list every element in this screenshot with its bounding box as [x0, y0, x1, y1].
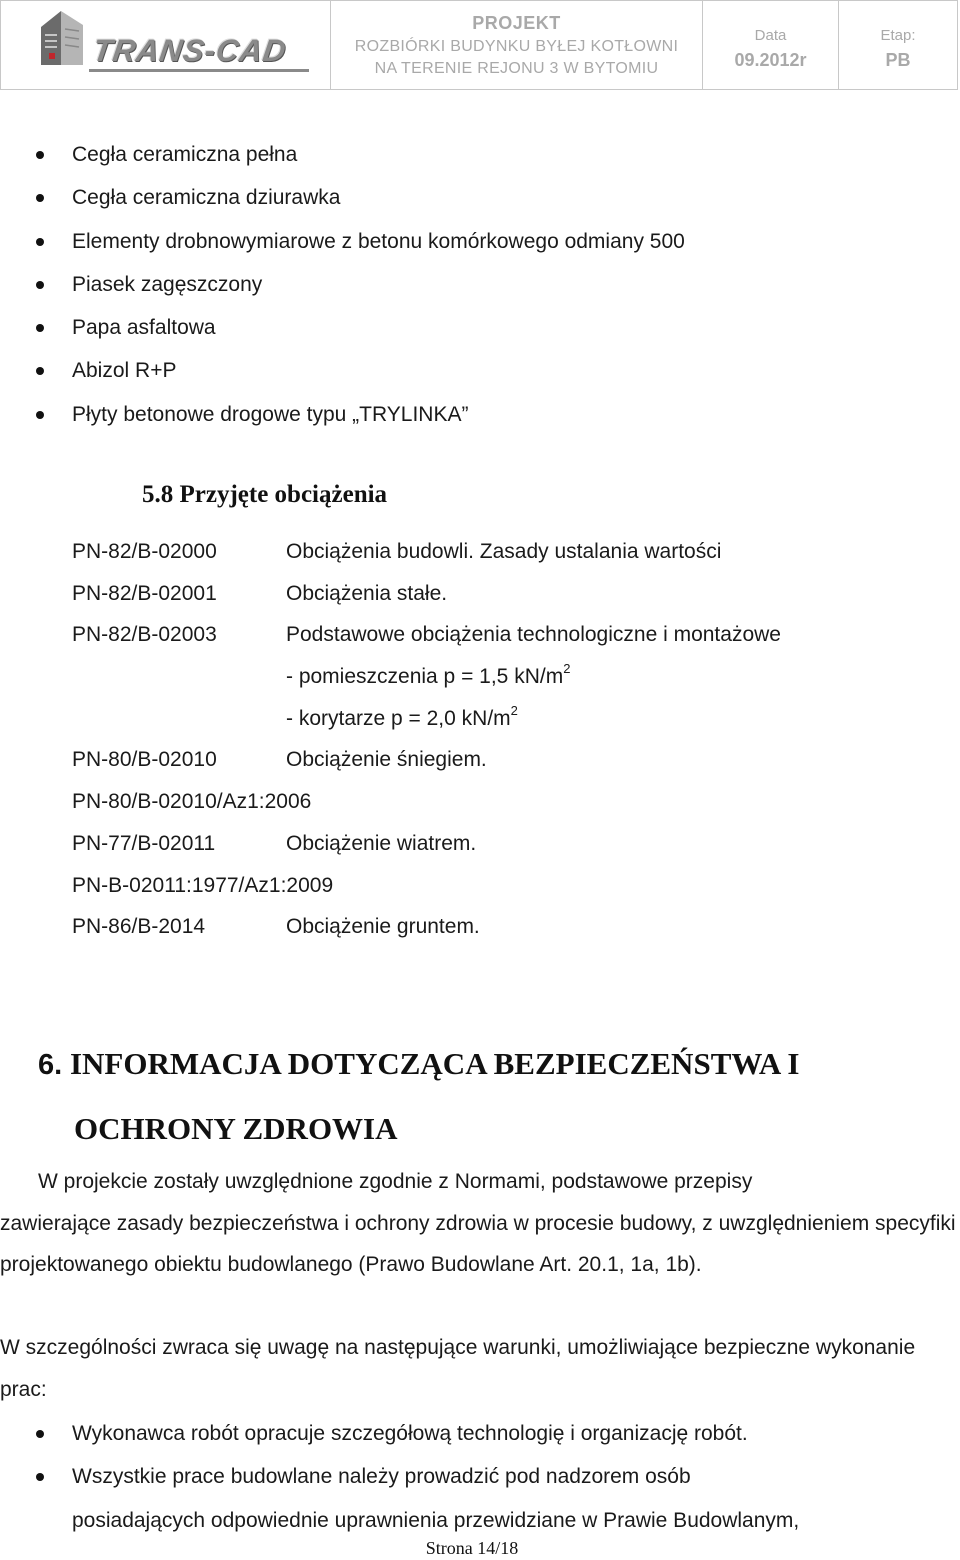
paragraph-text: zawierające zasady bezpieczeństwa i ochrony zdrowia w procesie budowy, z uwzględnieniem specyfiki projektowanego obiektu budowlanego (Prawo Budowlane Art. 20.1, 1a, 1b).	[0, 1211, 956, 1277]
project-name-line1: ROZBIÓRKI BUDYNKU BYŁEJ KOTŁOWNI	[354, 38, 679, 55]
norm-description: Obciążenie śniegiem.	[286, 748, 487, 772]
list-item: Cegła ceramiczna dziurawka	[0, 176, 685, 219]
chapter-number: 6.	[38, 1049, 63, 1081]
paragraph-first-line: W projekcie zostały uwzględnione zgodnie z Normami, podstawowe przepisy	[38, 1170, 753, 1193]
bullet-icon	[36, 367, 44, 375]
norm-code: PN-82/B-02000	[72, 540, 217, 563]
norm-code: PN-86/B-2014	[72, 915, 206, 939]
document-header	[0, 0, 958, 90]
chapter-title-line2: OCHRONY ZDROWIA	[74, 1111, 398, 1146]
list-item: Cegła ceramiczna pełna	[0, 133, 685, 176]
norm-description: Obciążenia stałe.	[286, 581, 448, 605]
project-cell	[331, 1, 703, 89]
list-item: Elementy drobnowymiarowe z betonu komórkowego odmiany 500	[0, 220, 685, 263]
list-item: Piasek zagęszczony	[0, 263, 685, 306]
list-item: Wykonawca robót opracuje szczegółową technologię i organizację robót.	[0, 1412, 799, 1455]
norm-description: - korytarze p = 2,0 $kN/m^2$	[286, 702, 518, 730]
project-name-line2: NA TERENIE REJONU 3 W BYTOMIU	[374, 60, 659, 77]
project-label: PROJEKT	[472, 13, 561, 33]
page-number: Strona 14/18	[425, 1538, 519, 1558]
bullet-icon	[36, 411, 44, 419]
bullet-icon	[36, 238, 44, 246]
norm-description: Obciążenie gruntem.	[286, 915, 480, 939]
exponent: 2	[510, 702, 518, 718]
list-item-continuation: posiadających odpowiednie uprawnienia przewidziane w Prawie Budowlanym,	[72, 1508, 800, 1532]
norm-description: Podstawowe obciążenia technologiczne i montażowe	[286, 623, 781, 647]
bullet-icon	[36, 1473, 44, 1481]
chapter-title-line1: INFORMACJA DOTYCZĄCA BEZPIECZEŃSTWA I	[69, 1046, 800, 1081]
section-heading: 5.8 Przyjęte obciążenia	[142, 481, 388, 508]
norm-code: PN-80/B-02010	[72, 748, 217, 772]
company-logo-text: TRANS-CAD	[90, 33, 289, 68]
norm-description: Obciążenia budowli. Zasady ustalania wartości	[286, 540, 722, 563]
norm-code: PN-82/B-02003	[72, 623, 217, 647]
stage-cell	[839, 1, 957, 89]
date-cell	[703, 1, 839, 89]
bullet-icon	[36, 324, 44, 332]
list-item: Płyty betonowe drogowe typu „TRYLINKA”	[0, 393, 685, 436]
materials-list	[0, 133, 685, 436]
stage-label: Etap:	[880, 27, 916, 44]
bullet-icon	[36, 281, 44, 289]
conditions-list	[0, 1412, 799, 1542]
norm-code: PN-B-02011:1977/Az1:2009	[72, 873, 334, 897]
bullet-icon	[36, 194, 44, 202]
logo-underline	[89, 69, 309, 72]
bullet-icon	[36, 151, 44, 159]
norm-description: - pomieszczenia p = 1,5 $kN/m^2$	[286, 661, 571, 689]
norm-description: Obciążenie wiatrem.	[286, 831, 477, 855]
conditions-paragraph: W szczególności zwraca się uwagę na następujące warunki, umożliwiające bezpieczne wykonanie prac:	[0, 1336, 916, 1401]
date-value: 09.2012r	[734, 50, 807, 70]
bullet-icon	[36, 1430, 44, 1438]
exponent: 2	[563, 661, 571, 677]
intro-paragraph	[0, 1161, 958, 1286]
stage-value: PB	[885, 50, 911, 70]
date-label: Data	[754, 27, 787, 44]
logo-cell	[1, 1, 331, 89]
list-item: Abizol R+P	[0, 349, 685, 392]
norm-code: PN-80/B-02010/Az1:2006	[72, 790, 312, 814]
norm-code: PN-77/B-02011	[72, 831, 216, 855]
list-item: Papa asfaltowa	[0, 306, 685, 349]
norm-code: PN-82/B-02001	[72, 581, 217, 605]
list-item: Wszystkie prace budowlane należy prowadzić pod nadzorem osób	[0, 1455, 799, 1498]
chapter-heading	[38, 1032, 918, 1161]
building-logo-icon	[37, 9, 91, 65]
